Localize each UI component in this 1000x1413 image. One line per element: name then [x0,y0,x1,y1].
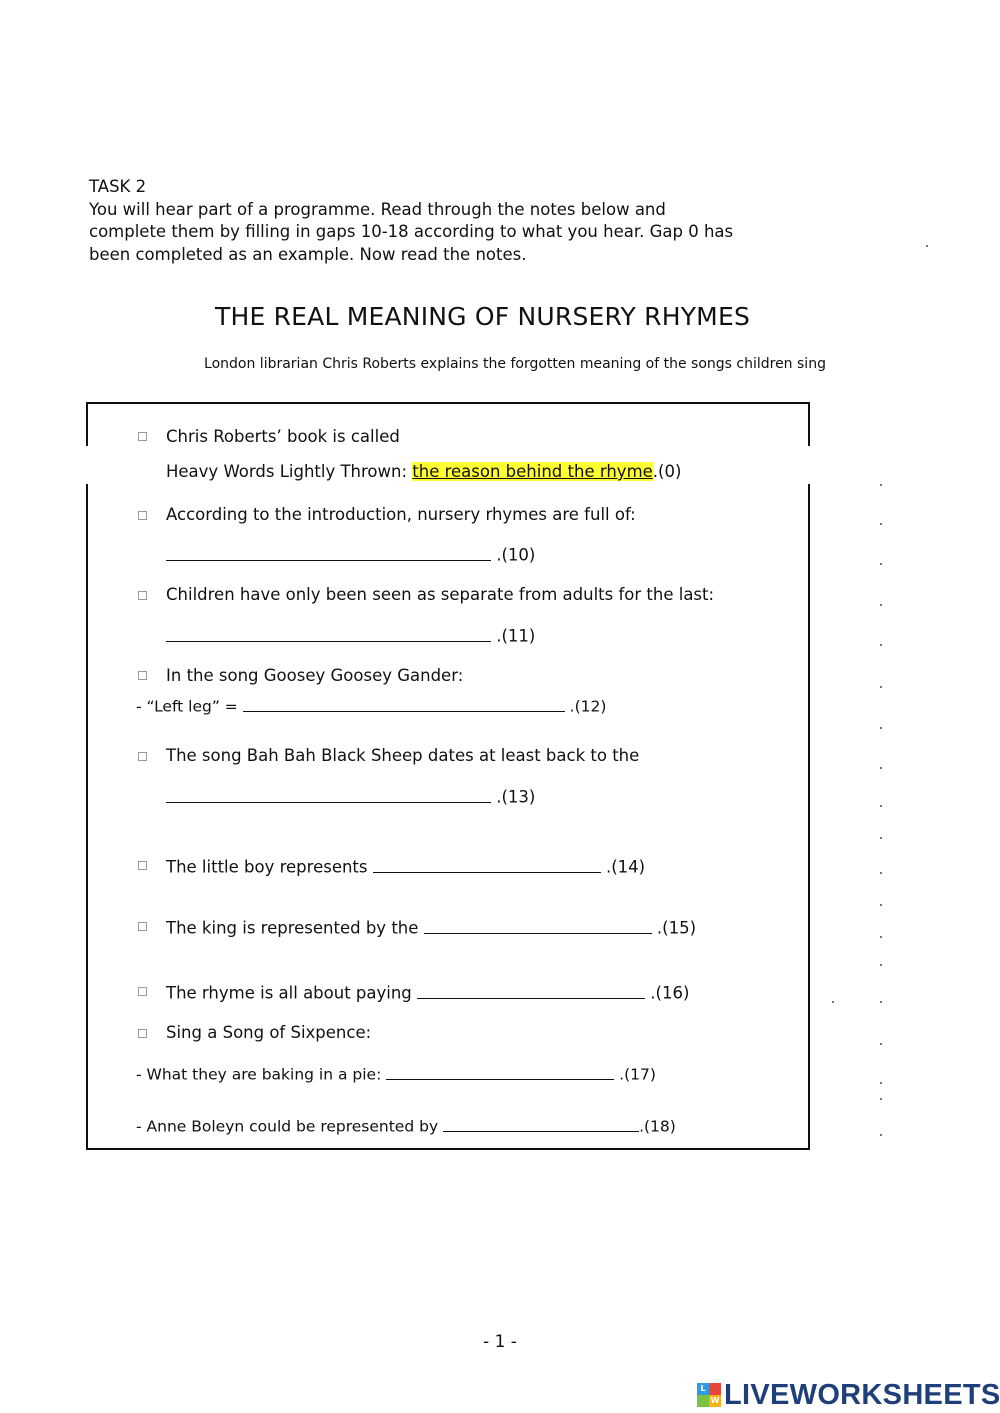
task-label: TASK 2 [89,177,147,196]
box-border-left [86,402,88,446]
speckle [880,727,882,729]
gap-number-10: .(10) [491,545,536,565]
logo-tile [709,1383,721,1395]
speckle [880,523,882,525]
checkbox-icon [138,752,147,761]
sub-label-18: - Anne Boleyn could be represented by [136,1117,444,1136]
speckle [880,686,882,688]
box-border-left [86,484,88,1150]
note-item-17-answer [136,1063,656,1084]
logo-tile [697,1395,709,1407]
speckle [880,837,882,839]
speckle [880,1134,882,1136]
page-subtitle: London librarian Chris Roberts explains the forgotten meaning of the songs children sing [204,356,826,372]
checkbox-icon [138,511,147,520]
speckle [880,805,882,807]
note-item-12-answer [136,695,606,716]
note-item-0-line2 [166,462,681,481]
logo-tile: W [710,1396,720,1405]
book-title-prefix: Heavy Words Lightly Thrown: [166,462,413,481]
gap-number-17: .(17) [614,1065,656,1084]
answer-blank-15[interactable] [424,916,652,934]
gap-number-0: .(0) [652,462,682,481]
checkbox-icon [138,591,147,600]
note-item-14-prompt: The little boy represents [166,857,373,877]
box-border-right [808,402,810,446]
gap-number-16: .(16) [645,983,690,1003]
answer-blank-18[interactable] [443,1115,639,1132]
speckle [880,767,882,769]
example-answer: the reason behind the rhyme [412,462,653,481]
sub-label-17: - What they are baking in a pie: [136,1065,387,1084]
checkbox-icon [138,922,147,931]
answer-blank-17[interactable] [386,1063,614,1080]
task-instructions [89,176,739,266]
liveworksheets-logo [697,1380,1000,1410]
page-title: THE REAL MEANING OF NURSERY RHYMES [214,302,751,331]
note-item-11-prompt: Children have only been seen as separate from adults for the last: [166,585,715,604]
note-item-16-prompt: The rhyme is all about paying [166,983,418,1003]
answer-blank-14[interactable] [373,855,601,873]
speckle [880,484,882,486]
note-item-15-prompt: The king is represented by the [166,918,424,938]
note-item-10-prompt: According to the introduction, nursery rhymes are full of: [166,505,636,524]
speckle [880,604,882,606]
speckle [926,245,928,247]
answer-blank-16[interactable] [417,981,645,999]
instruction-line-1: You will hear part of a programme. Read through the notes below and [89,199,666,219]
note-item-14 [166,855,645,877]
box-border-right [808,484,810,1150]
gap-number-14: .(14) [600,857,646,877]
note-item-17-heading: Sing a Song of Sixpence: [166,1023,372,1042]
note-item-12-prompt: In the song Goosey Goosey Gander: [166,666,464,685]
answer-blank-13[interactable] [166,785,491,803]
note-item-16 [166,981,689,1003]
gap-number-18: .(18) [639,1117,676,1136]
speckle [880,1001,882,1003]
speckle [880,1098,882,1100]
note-item-0-line1: Chris Roberts’ book is called [166,427,400,446]
note-item-11-answer [166,624,535,646]
note-item-13-prompt: The song Bah Bah Black Sheep dates at least back to the [166,746,640,765]
answer-blank-12[interactable] [243,695,565,712]
instruction-line-3: been completed as an example. Now read the notes. [89,244,527,264]
speckle [880,1082,882,1084]
speckle [832,1001,834,1003]
note-item-18-answer [136,1115,676,1136]
speckle [880,1043,882,1045]
checkbox-icon [138,432,147,441]
checkbox-icon [138,1029,147,1038]
checkbox-icon [138,671,147,680]
note-item-15 [166,916,696,938]
speckle [880,644,882,646]
note-item-10-answer [166,543,535,565]
box-border-bottom [86,1148,810,1150]
speckle [880,563,882,565]
checkbox-icon [138,987,147,996]
sub-label-12: - “Left leg” = [136,697,243,716]
instruction-line-2: complete them by filling in gaps 10-18 according to what you hear. Gap 0 has [89,222,734,241]
logo-tile: L [697,1383,709,1395]
box-border-top [86,402,810,404]
speckle [880,964,882,966]
speckle [880,872,882,874]
gap-number-12: .(12) [564,697,607,716]
gap-number-13: .(13) [491,787,536,807]
liveworksheets-logo-text: LIVEWORKSHEETS [724,1378,1000,1411]
checkbox-icon [138,861,147,870]
gap-number-11: .(11) [491,626,536,646]
note-item-13-answer [166,785,535,807]
gap-number-15: .(15) [651,918,697,938]
liveworksheets-logo-icon [697,1383,721,1407]
page-number: - 1 - [483,1332,517,1352]
answer-blank-11[interactable] [166,624,491,642]
speckle [880,936,882,938]
speckle [880,904,882,906]
answer-blank-10[interactable] [166,543,491,561]
